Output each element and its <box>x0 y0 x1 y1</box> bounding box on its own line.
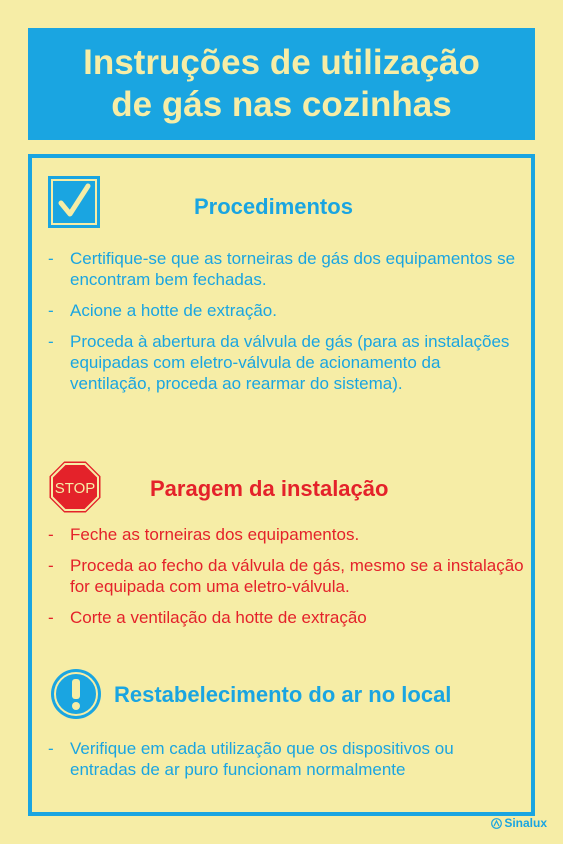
title-line-2: de gás nas cozinhas <box>111 85 452 124</box>
stop-sign-icon <box>48 460 100 512</box>
list-item: - Acione a hotte de extração. <box>48 301 277 320</box>
svg-text:STOP: STOP <box>54 480 96 497</box>
list-item: - Corte a ventilação da hotte de extração <box>48 608 367 627</box>
shutdown-list <box>44 524 524 638</box>
procedures-title: Procedimentos <box>194 194 353 219</box>
brand-logo <box>491 816 547 830</box>
check-icon <box>48 176 100 228</box>
list-item: - Verifique em cada utilização que os dispositivos ou entradas de ar puro funcionam normalmente <box>48 739 454 779</box>
list-item: - Proceda ao fecho da válvula de gás, mesmo se a instalação for equipada com uma eletro-válvula. <box>48 556 524 596</box>
title-line-1: Instruções de utilização <box>83 43 480 82</box>
list-item: - Certifique-se que as torneiras de gás dos equipamentos se encontram bem fechadas. <box>48 249 516 289</box>
shutdown-title: Paragem da instalação <box>150 476 389 501</box>
procedures-list <box>44 248 524 404</box>
exclamation-icon <box>50 668 102 720</box>
brand-mark-icon <box>491 818 502 829</box>
brand-name: Sinalux <box>504 816 547 830</box>
instructions-panel <box>28 154 535 816</box>
list-item: - Proceda à abertura da válvula de gás (para as instalações equipadas com eletro-válvula de acionamento da ventilação, proceda ao rearmar do sistema). <box>48 332 510 393</box>
list-item: - Feche as torneiras dos equipamentos. <box>48 525 360 544</box>
air-list <box>44 738 524 790</box>
air-title: Restabelecimento do ar no local <box>114 682 452 707</box>
header-banner <box>28 28 535 140</box>
